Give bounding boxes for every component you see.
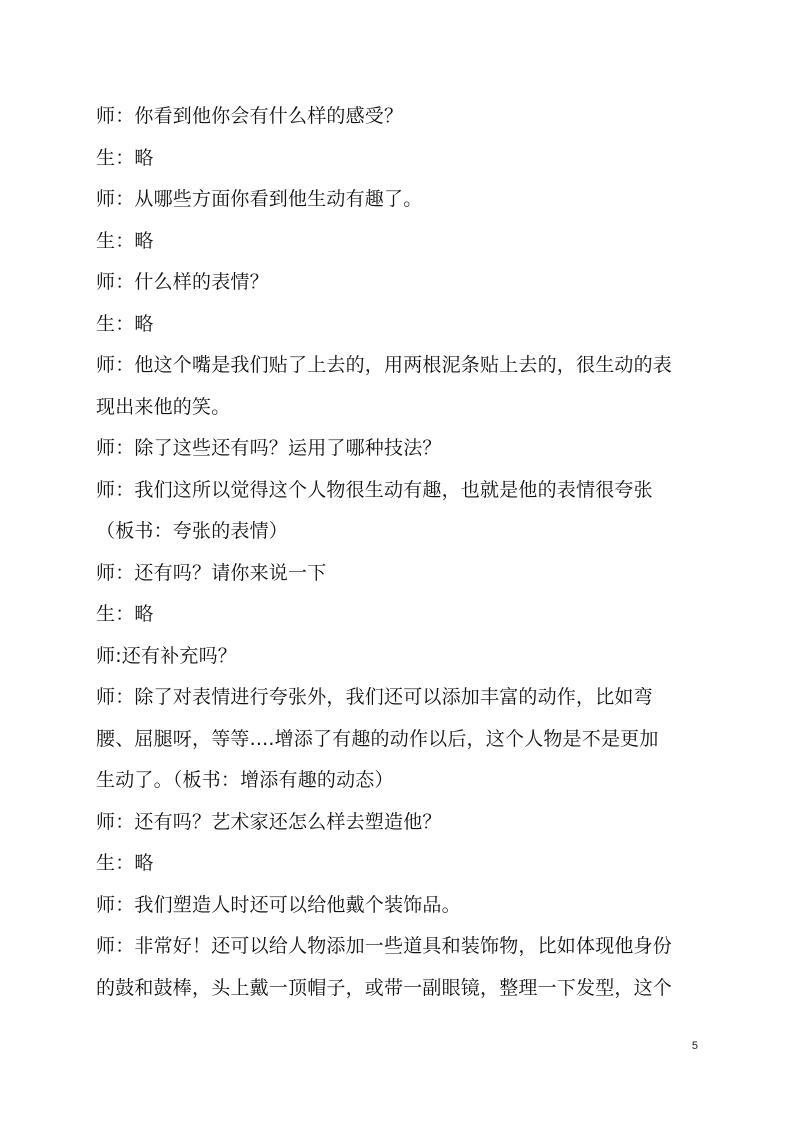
text-line: 生：略 <box>96 229 154 252</box>
text-line: 师：我们这所以觉得这个人物很生动有趣，也就是他的表情很夸张 <box>96 478 653 501</box>
text-line: 生：略 <box>96 852 154 874</box>
text-line: 生：略 <box>96 603 154 625</box>
text-line: 生：略 <box>96 312 154 335</box>
text-line: 师：从哪些方面你看到他生动有趣了。 <box>96 188 423 210</box>
text-line: 师：你看到他你会有什么样的感受？ <box>96 105 404 127</box>
text-line: 的鼓和鼓棒，头上戴一顶帽子，或带一副眼镜，整理一下发型，这个 <box>96 976 673 999</box>
text-line: 师：我们塑造人时还可以给他戴个装饰品。 <box>96 893 461 916</box>
text-line: 现出来他的笑。 <box>96 395 231 418</box>
text-line: 师：非常好！还可以给人物添加一些道具和装饰物，比如体现他身份 <box>96 935 673 957</box>
text-line: 师：还有吗？艺术家还怎么样去塑造他？ <box>96 810 442 833</box>
text-line: 师:还有补充吗？ <box>96 644 238 667</box>
text-line: 师：他这个嘴是我们贴了上去的，用两根泥条贴上去的，很生动的表 <box>96 354 673 376</box>
document-body <box>96 96 700 1009</box>
page-number: 5 <box>691 1040 698 1052</box>
text-line: 生：略 <box>96 146 154 169</box>
text-line: （板书：夸张的表情） <box>96 520 289 542</box>
text-line: 师：还有吗？请你来说一下 <box>96 561 327 584</box>
text-line: 师：除了这些还有吗？运用了哪种技法？ <box>96 437 442 459</box>
text-line: 师：什么样的表情？ <box>96 271 269 293</box>
text-line: 生动了。（板书：增添有趣的动态） <box>96 769 394 791</box>
text-line: 腰、屈腿呀，等等....增添了有趣的动作以后，这个人物是不是更加 <box>96 727 659 750</box>
text-line: 师：除了对表情进行夸张外，我们还可以添加丰富的动作，比如弯 <box>96 686 653 708</box>
